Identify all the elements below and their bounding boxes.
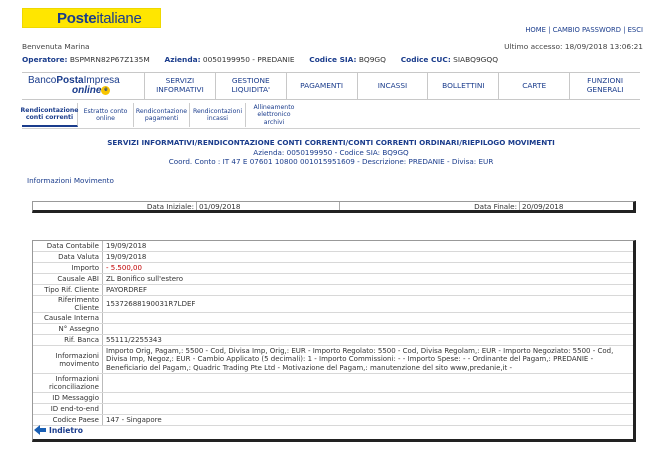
table-row <box>33 335 633 346</box>
table-row <box>33 252 633 263</box>
row-key: Importo <box>33 263 103 273</box>
row-value <box>103 313 633 323</box>
row-key: Data Contabile <box>33 241 103 251</box>
sia-label: Codice SIA: <box>309 55 357 64</box>
subnav-estratto-conto-online[interactable]: Estratto conto online <box>78 103 134 127</box>
row-key: Causale ABI <box>33 274 103 284</box>
last-access: Ultimo accesso: 18/09/2018 13:06:21 <box>504 42 643 51</box>
row-key: Informazioni riconciliazione <box>33 374 103 392</box>
row-value: 19/09/2018 <box>106 241 147 250</box>
nav-pagamenti[interactable]: PAGAMENTI <box>286 73 357 99</box>
row-key: ID end-to-end <box>33 404 103 414</box>
bancoposta-impresa-logo[interactable] <box>22 73 144 99</box>
start-date-value: 01/09/2018 <box>196 202 340 210</box>
row-key: Causale Interna <box>33 313 103 323</box>
top-links <box>525 26 643 34</box>
back-button[interactable] <box>34 425 83 435</box>
row-value: Importo Orig, Pagam,: 5500 - Cod, Divisa Imp, Orig,: EUR - Importo Regolato: 5500 - Cod, Divisa Regolam,: EUR - Importo Negoziato: 5500 - Cod, Divisa Imp, Negoz,: EUR - Cambio Applicato (5 decimali): 1 - Importo Commissioni: - - Importo Spese: - - Ordinante del Pagam,: PREDANIE - Beneficiario del Pagam,: Quadric Trading Pte Ltd - Motivazione del Pagam,: manutenzione del sito www,predanie,it - <box>106 347 614 372</box>
poste-italiane-logo[interactable] <box>22 8 161 28</box>
end-date-label: Data Finale: <box>474 201 517 211</box>
brand-impresa: Impresa <box>83 74 120 86</box>
row-value <box>103 404 633 414</box>
table-row <box>33 415 633 426</box>
subnav-allineamento-archivi[interactable]: Allineamento elettronico archivi <box>253 104 295 126</box>
row-value <box>103 374 633 392</box>
table-row <box>33 274 633 285</box>
welcome-message: Benvenuta Marina <box>22 42 90 51</box>
page-title: SERVIZI INFORMATIVI/RENDICONTAZIONE CONTI CORRENTI/CONTI CORRENTI ORDINARI/RIEPILOGO MOVIMENTI <box>107 138 555 147</box>
subnav-rendicontazione-pagamenti[interactable]: Rendicontazione pagamenti <box>134 103 190 127</box>
end-date-value: 20/09/2018 <box>519 202 631 210</box>
table-row <box>33 313 633 324</box>
link-divider: | <box>548 26 551 34</box>
row-key: Rif. Banca <box>33 335 103 345</box>
back-arrow-icon <box>34 425 46 435</box>
nav-carte[interactable]: CARTE <box>498 73 569 99</box>
page-coordinate-conto: Coord. Conto : IT 47 E 07601 10800 001015951609 - Descrizione: PREDANIE - Divisa: EUR <box>168 157 494 166</box>
operator-bar <box>22 55 498 64</box>
row-key: Informazioni movimento <box>33 346 103 373</box>
subnav-rendicontazione-conti-correnti[interactable]: Rendicontazione conti correnti <box>22 103 78 127</box>
nav-gestione-liquidita[interactable]: GESTIONE LIQUIDITA' <box>215 73 286 99</box>
row-value: 55111/2255343 <box>106 335 162 344</box>
row-key: Riferimento Cliente <box>33 296 103 312</box>
row-key: Tipo Rif. Cliente <box>33 285 103 295</box>
table-row <box>33 346 633 374</box>
section-title: Informazioni Movimento <box>27 176 114 185</box>
cuc-label: Codice CUC: <box>400 55 451 64</box>
operator-value: BSPMRN82P67Z135M <box>69 55 150 64</box>
nav-funzioni-generali[interactable]: FUNZIONI GENERALI <box>569 73 640 99</box>
table-row <box>33 296 633 313</box>
nav-bollettini[interactable]: BOLLETTINI <box>427 73 498 99</box>
table-row <box>33 285 633 296</box>
row-value: PAYORDREF <box>106 285 147 294</box>
azienda-label: Azienda: <box>164 55 201 64</box>
page-azienda: Azienda: 0050199950 - Codice SIA: BQ9GQ <box>253 148 409 157</box>
azienda-value: 0050199950 - PREDANIE <box>202 55 295 64</box>
operator-label: Operatore: <box>22 55 68 64</box>
brand-posta: Posta <box>56 74 84 86</box>
logo-text-bold: Poste <box>57 9 97 27</box>
row-value: 15372688190031R7LDEF <box>106 299 196 308</box>
row-value <box>103 324 633 334</box>
logout-link[interactable]: ESCI <box>627 26 643 34</box>
row-value: 19/09/2018 <box>106 252 147 261</box>
logo-text-light: italiane <box>96 9 142 27</box>
nav-incassi[interactable]: INCASSI <box>357 73 428 99</box>
nav-servizi-informativi[interactable]: SERVIZI INFORMATIVI <box>144 73 215 99</box>
row-value <box>103 393 633 403</box>
brand-banco: Banco <box>28 74 57 86</box>
row-key: Codice Paese <box>33 415 103 425</box>
change-password-link[interactable]: CAMBIO PASSWORD <box>552 26 621 34</box>
table-row <box>33 374 633 393</box>
home-link[interactable]: HOME <box>525 26 546 34</box>
main-nav <box>22 72 640 100</box>
sia-value: BQ9GQ <box>358 55 386 64</box>
movement-details-table <box>32 240 636 442</box>
header-divider <box>22 128 640 129</box>
row-value: ZL Bonifico sull'estero <box>106 274 184 283</box>
sub-nav <box>22 103 302 127</box>
link-divider: | <box>623 26 626 34</box>
row-value: - 5.500,00 <box>106 263 142 272</box>
brand-online: online <box>72 85 102 97</box>
row-key: N° Assegno <box>33 324 103 334</box>
table-row <box>33 241 633 252</box>
table-row <box>33 393 633 404</box>
row-value: 147 - Singapore <box>106 416 162 425</box>
row-key: ID Messaggio <box>33 393 103 403</box>
table-row <box>33 263 633 274</box>
row-key: Data Valuta <box>33 252 103 262</box>
back-label: Indietro <box>49 425 84 435</box>
date-range-box <box>32 201 636 213</box>
brand-e-icon: e <box>101 86 110 95</box>
table-row <box>33 404 633 415</box>
cuc-value: SIABQ9GQQ <box>453 55 499 64</box>
subnav-rendicontazioni-incassi[interactable]: Rendicontazioni incassi <box>190 103 246 127</box>
table-row <box>33 324 633 335</box>
start-date-label: Data Iniziale: <box>146 201 194 211</box>
